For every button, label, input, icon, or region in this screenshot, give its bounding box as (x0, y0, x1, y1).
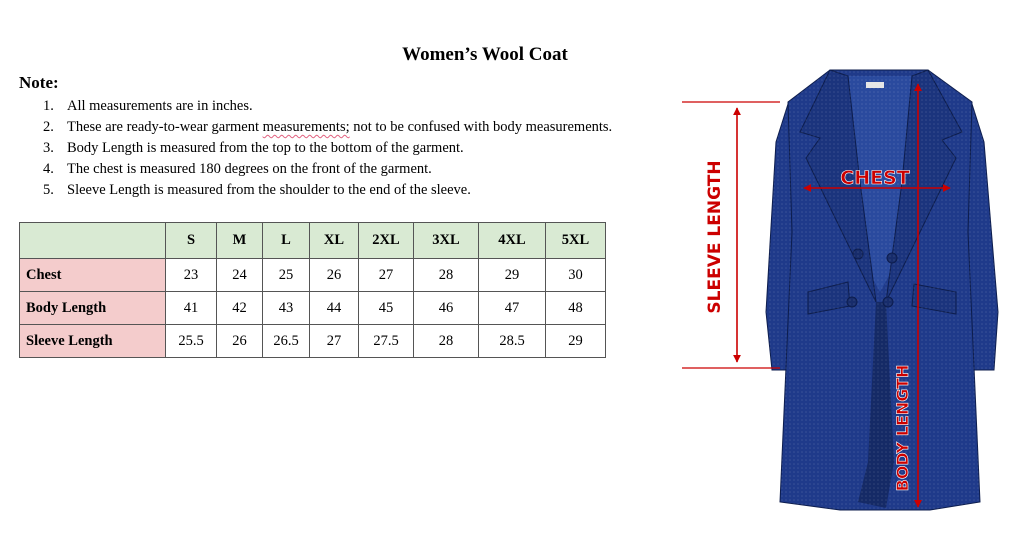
note-number: 1. (43, 98, 54, 114)
size-header-cell: 4XL (479, 223, 546, 259)
note-item (43, 96, 612, 117)
note-number: 3. (43, 140, 54, 156)
table-cell: 25 (263, 259, 310, 292)
size-header-row (20, 223, 606, 259)
size-header-cell: L (263, 223, 310, 259)
table-cell: 48 (546, 292, 606, 325)
row-label: Chest (20, 259, 166, 292)
coat-illustration (766, 70, 998, 510)
table-cell: 44 (310, 292, 359, 325)
table-cell: 28.5 (479, 325, 546, 358)
sleeve-length-label: SLEEVE LENGTH (705, 160, 725, 314)
table-cell: 27 (359, 259, 414, 292)
table-cell: 27.5 (359, 325, 414, 358)
table-cell: 41 (166, 292, 217, 325)
note-item (43, 117, 612, 138)
table-cell: 29 (546, 325, 606, 358)
table-cell: 30 (546, 259, 606, 292)
size-header-cell: 2XL (359, 223, 414, 259)
table-cell: 28 (414, 259, 479, 292)
table-cell: 23 (166, 259, 217, 292)
note-text: Sleeve Length is measured from the shoulder to the end of the sleeve. (67, 182, 471, 198)
note-text: All measurements are in inches. (67, 98, 253, 114)
table-row-chest (20, 259, 606, 292)
table-cell: 25.5 (166, 325, 217, 358)
size-header-cell: XL (310, 223, 359, 259)
table-cell: 45 (359, 292, 414, 325)
note-text: The chest is measured 180 degrees on the front of the garment. (67, 161, 432, 177)
note-text: These are ready-to-wear garment (67, 119, 263, 135)
size-header-cell: S (166, 223, 217, 259)
table-cell: 42 (217, 292, 263, 325)
body-length-label: BODY LENGTH (893, 364, 912, 492)
note-text: Body Length is measured from the top to the bottom of the garment. (67, 140, 464, 156)
table-cell: 26 (310, 259, 359, 292)
table-cell: 43 (263, 292, 310, 325)
size-chart-table (19, 222, 606, 358)
table-row-body-length (20, 292, 606, 325)
note-item (43, 159, 612, 180)
table-cell: 27 (310, 325, 359, 358)
size-header-cell: M (217, 223, 263, 259)
table-cell: 29 (479, 259, 546, 292)
table-cell: 46 (414, 292, 479, 325)
note-number: 4. (43, 161, 54, 177)
table-cell: 28 (414, 325, 479, 358)
note-heading: Note: (19, 73, 59, 92)
page-title: Women’s Wool Coat (402, 44, 568, 65)
table-corner-cell (20, 223, 166, 259)
spellcheck-flagged-word[interactable]: measurements; (262, 119, 350, 135)
table-cell: 26.5 (263, 325, 310, 358)
coat-measurement-diagram (680, 62, 1015, 544)
table-row-sleeve-length (20, 325, 606, 358)
row-label: Body Length (20, 292, 166, 325)
size-header-cell: 5XL (546, 223, 606, 259)
note-item (43, 138, 612, 159)
table-cell: 24 (217, 259, 263, 292)
chest-label: CHEST (840, 167, 910, 189)
table-cell: 26 (217, 325, 263, 358)
row-label: Sleeve Length (20, 325, 166, 358)
note-item (43, 180, 612, 201)
size-header-cell: 3XL (414, 223, 479, 259)
note-number: 2. (43, 119, 54, 135)
table-cell: 47 (479, 292, 546, 325)
note-text-continued: not to be confused with body measurements. (349, 119, 613, 135)
notes-list (43, 96, 612, 201)
note-number: 5. (43, 182, 54, 198)
